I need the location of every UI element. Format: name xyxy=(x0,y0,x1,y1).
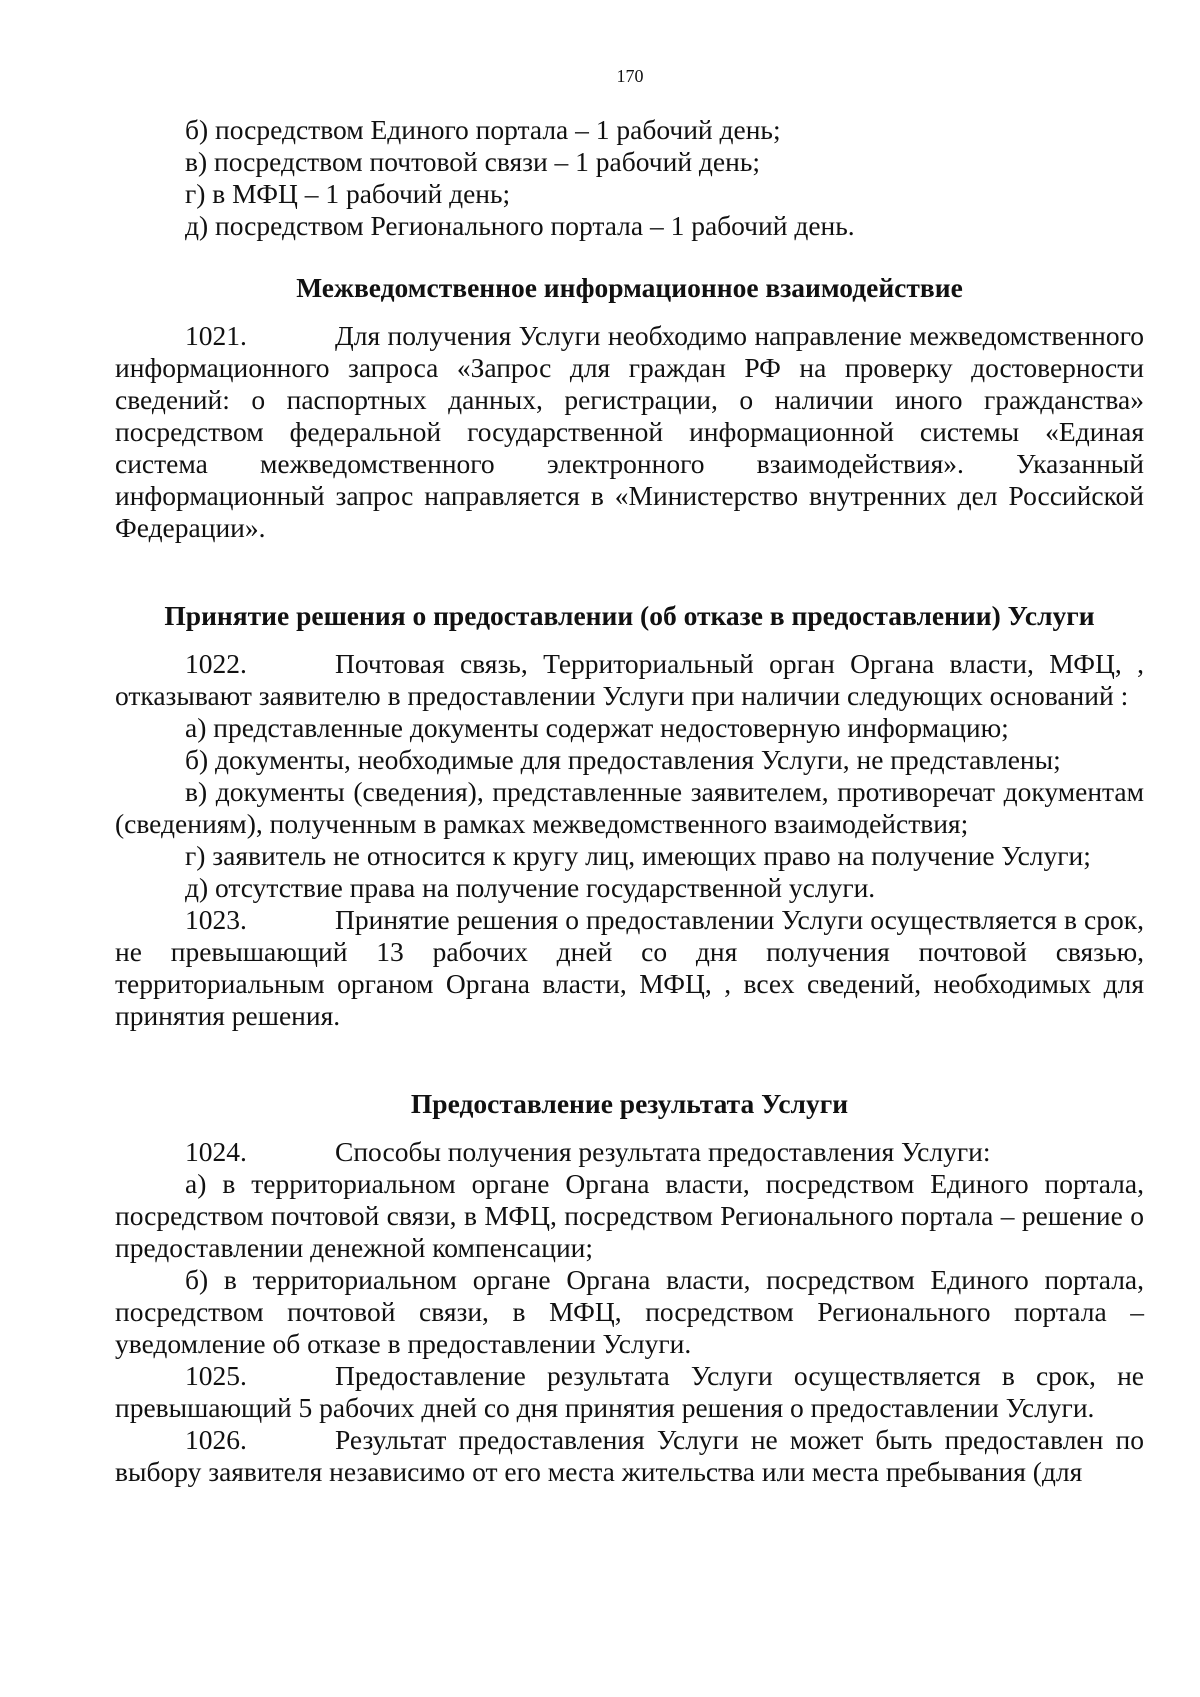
paragraph-1025 xyxy=(115,1360,1144,1424)
list-item: г) в МФЦ – 1 рабочий день; xyxy=(185,178,511,209)
paragraph-1026 xyxy=(115,1424,1144,1488)
list-item: б) посредством Единого портала – 1 рабочий день; xyxy=(185,114,781,145)
paragraph-number: 1023. xyxy=(185,904,247,935)
paragraph-number: 1025. xyxy=(185,1360,247,1391)
paragraph-1021 xyxy=(115,320,1144,544)
list-item: г) заявитель не относится к кругу лиц, имеющих право на получение Услуги; xyxy=(185,840,1091,871)
list-item: б) в территориальном органе Органа власти, посредством Единого портала, посредством почтовой связи, в МФЦ, посредством Регионального портала – уведомление об отказе в предоставлении Услуги. xyxy=(115,1264,1144,1359)
list-item: в) посредством почтовой связи – 1 рабочий день; xyxy=(185,146,761,177)
list-item: д) посредством Регионального портала – 1 рабочий день. xyxy=(185,210,855,241)
paragraph-number: 1021. xyxy=(185,320,247,351)
paragraph-text: Принятие решения о предоставлении Услуги осуществляется в срок, не превышающий 13 рабочих дней со дня получения почтовой связью, территориальным органом Органа власти, МФЦ, , всех сведений, необходимых для принятия решения. xyxy=(115,904,1144,1031)
paragraph-1023 xyxy=(115,904,1144,1032)
paragraph-number: 1022. xyxy=(185,648,247,679)
list-item: а) в территориальном органе Органа власти, посредством Единого портала, посредством почтовой связи, в МФЦ, посредством Регионального портала – решение о предоставлении денежной компенсации; xyxy=(115,1168,1144,1263)
list-item: д) отсутствие права на получение государственной услуги. xyxy=(185,872,876,903)
list-item: в) документы (сведения), представленные заявителем, противоречат документам (сведениям), полученным в рамках межведомственного взаимодействия; xyxy=(115,776,1144,839)
paragraph-1022 xyxy=(115,648,1144,712)
list-item: а) представленные документы содержат недостоверную информацию; xyxy=(185,712,1009,743)
paragraph-1024 xyxy=(115,1136,1144,1168)
section-heading: Предоставление результата Услуги xyxy=(410,1088,849,1119)
paragraph-number: 1026. xyxy=(185,1424,247,1455)
paragraph-text: Предоставление результата Услуги осуществляется в срок, не превышающий 5 рабочих дней со дня принятия решения о предоставлении Услуги. xyxy=(115,1360,1144,1423)
section-heading: Принятие решения о предоставлении (об отказе в предоставлении) Услуги xyxy=(164,600,1095,631)
paragraph-number: 1024. xyxy=(185,1136,247,1167)
page-content xyxy=(115,114,1144,1488)
paragraph-text: Почтовая связь, Территориальный орган Органа власти, МФЦ, , отказывают заявителю в предоставлении Услуги при наличии следующих оснований : xyxy=(115,648,1144,711)
paragraph-text: Для получения Услуги необходимо направление межведомственного информационного запроса «Запрос для граждан РФ на проверку достоверности сведений: о паспортных данных, регистрации, о наличии иного гражданства» посредством федеральной государственной информационной системы «Единая система межведомственного электронного взаимодействия». Указанный информационный запрос направляется в «Министерство внутренних дел Российской Федерации». xyxy=(115,320,1144,543)
section-heading: Межведомственное информационное взаимодействие xyxy=(296,272,963,303)
page-number: 170 xyxy=(616,66,644,86)
paragraph-text: Способы получения результата предоставления Услуги: xyxy=(335,1136,991,1167)
paragraph-text: Результат предоставления Услуги не может быть предоставлен по выбору заявителя независимо от его места жительства или места пребывания (для xyxy=(115,1424,1144,1487)
list-item: б) документы, необходимые для предоставления Услуги, не представлены; xyxy=(185,744,1061,775)
